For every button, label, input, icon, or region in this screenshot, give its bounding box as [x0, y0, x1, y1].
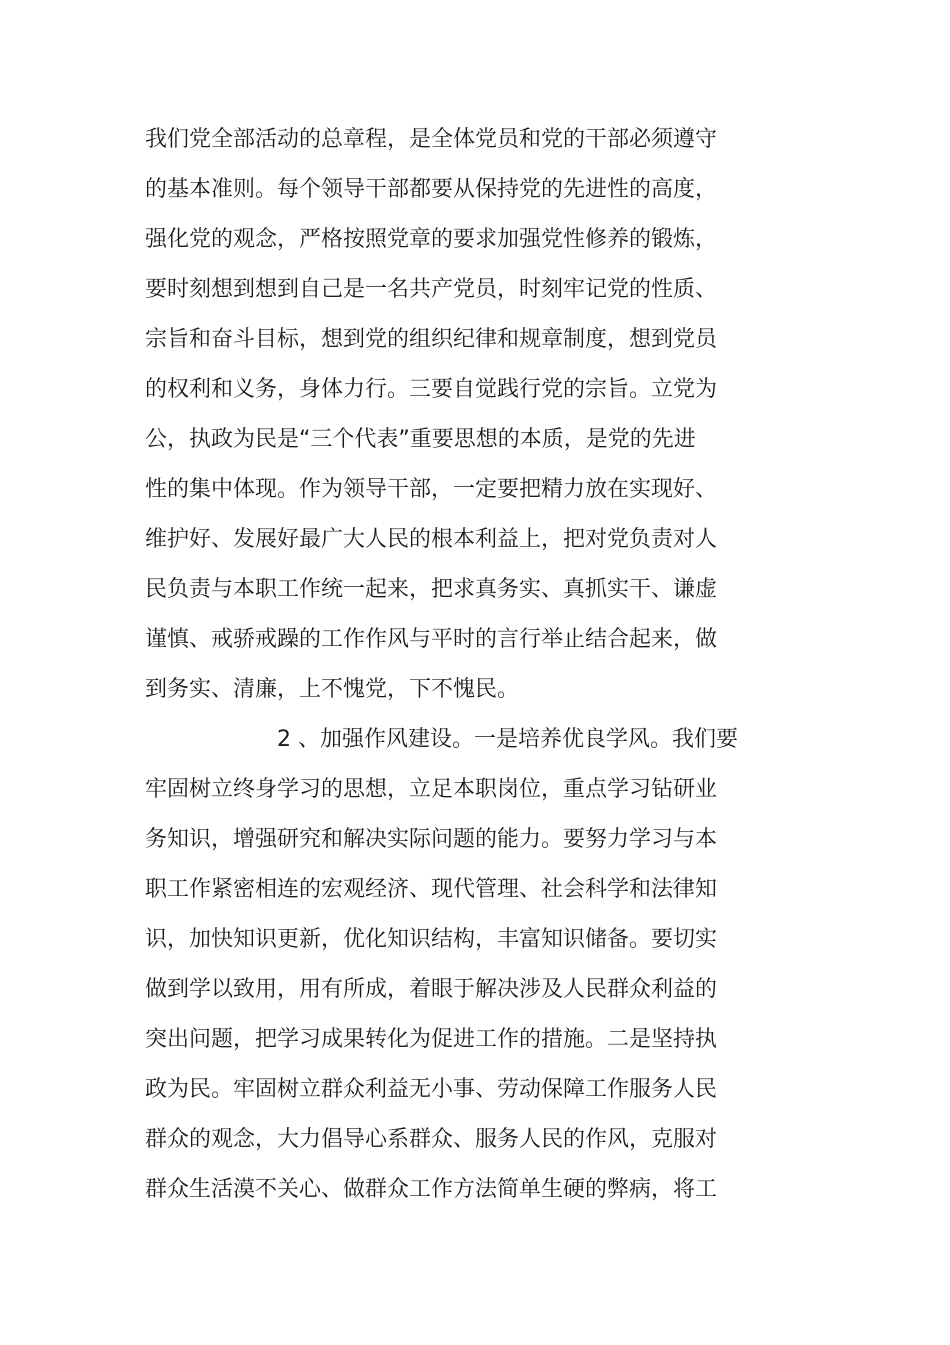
text-line: 的权利和义务，身体力行。三要自觉践行党的宗旨。立党为	[145, 377, 718, 402]
text-line: 群众生活漠不关心、做群众工作方法简单生硬的弊病，将工	[145, 1177, 718, 1202]
body-text	[145, 115, 785, 1215]
text-line: 公，执政为民是“三个代表”重要思想的本质，是党的先进	[145, 427, 696, 452]
text-line: 牢固树立终身学习的思想，立足本职岗位，重点学习钻研业	[145, 777, 718, 802]
text-line: 谨慎、戒骄戒躁的工作作风与平时的言行举止结合起来，做	[145, 627, 718, 652]
text-line: 突出问题，把学习成果转化为促进工作的措施。二是坚持执	[145, 1027, 718, 1052]
text-line: 务知识，增强研究和解决实际问题的能力。要努力学习与本	[145, 827, 718, 852]
text-line: 强化党的观念，严格按照党章的要求加强党性修养的锻炼，	[145, 227, 718, 252]
text-line: 做到学以致用，用有所成，着眼于解决涉及人民群众利益的	[145, 977, 718, 1002]
text-line: 政为民。牢固树立群众利益无小事、劳动保障工作服务人民	[145, 1077, 718, 1102]
text-line: 民负责与本职工作统一起来，把求真务实、真抓实干、谦虚	[145, 577, 718, 602]
text-line: 群众的观念，大力倡导心系群众、服务人民的作风，克服对	[145, 1127, 718, 1152]
text-line: 我们党全部活动的总章程，是全体党员和党的干部必须遵守	[145, 127, 718, 152]
text-line: 性的集中体现。作为领导干部，一定要把精力放在实现好、	[145, 477, 718, 502]
text-line: 职工作紧密相连的宏观经济、现代管理、社会科学和法律知	[145, 877, 718, 902]
text-line: 要时刻想到想到自己是一名共产党员，时刻牢记党的性质、	[145, 277, 718, 302]
text-line: 的基本准则。每个领导干部都要从保持党的先进性的高度，	[145, 177, 718, 202]
section-heading-line: 2 、加强作风建设。一是培养优良学风。我们要	[277, 727, 738, 752]
text-line: 到务实、清廉，上不愧党，下不愧民。	[145, 677, 520, 702]
text-line: 维护好、发展好最广大人民的根本利益上，把对党负责对人	[145, 527, 718, 552]
text-line: 宗旨和奋斗目标，想到党的组织纪律和规章制度，想到党员	[145, 327, 718, 352]
text-line: 识，加快知识更新，优化知识结构，丰富知识储备。要切实	[145, 927, 718, 952]
